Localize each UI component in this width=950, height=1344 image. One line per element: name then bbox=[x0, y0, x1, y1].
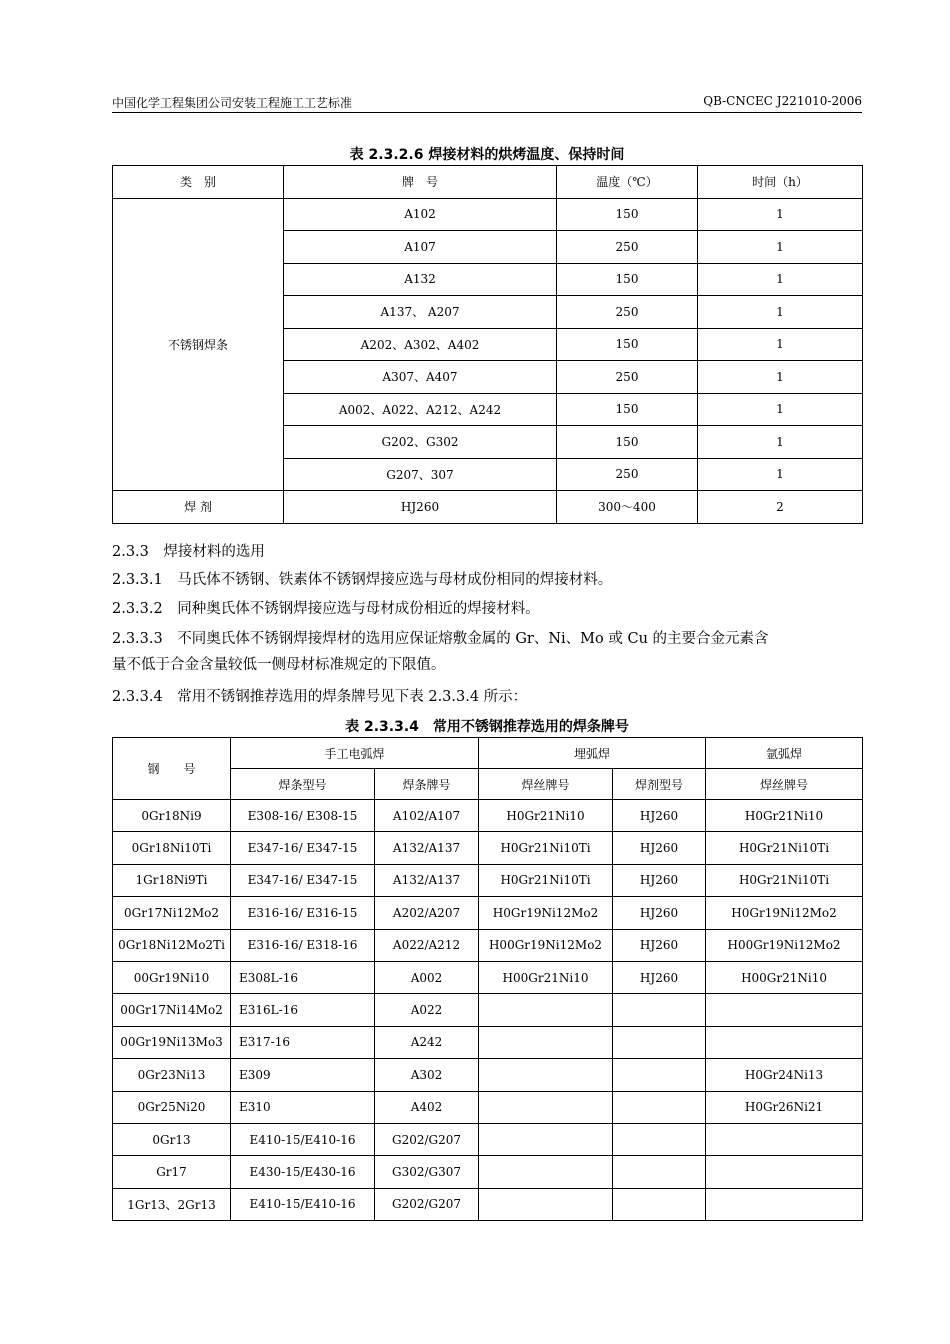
wire-grade-cell: H0Gr21Ni10Ti bbox=[479, 832, 613, 864]
steel-cell: 1Gr18Ni9Ti bbox=[113, 864, 231, 896]
steel-cell: 1Gr13、2Gr13 bbox=[113, 1188, 231, 1220]
steel-cell: 0Gr23Ni13 bbox=[113, 1059, 231, 1091]
temp-cell: 150 bbox=[557, 263, 698, 296]
baking-table bbox=[112, 165, 863, 524]
col-wire-grade: 焊丝牌号 bbox=[479, 769, 613, 800]
electrode-type-cell: E308-16/ E308-15 bbox=[231, 800, 375, 832]
wire-grade-cell bbox=[479, 1123, 613, 1155]
temp-cell: 150 bbox=[557, 198, 698, 231]
clause-text: 焊接材料的选用 bbox=[163, 544, 265, 560]
electrode-grade-cell: A242 bbox=[375, 1026, 479, 1058]
table-row bbox=[113, 1188, 863, 1220]
clause-text: 不同奥氏体不锈钢焊接焊材的选用应保证熔敷金属的 Gr、Ni、Mo 或 Cu 的主要合金元素含 bbox=[177, 631, 769, 647]
electrode-grade-cell: A132/A137 bbox=[375, 864, 479, 896]
temp-cell: 250 bbox=[557, 296, 698, 329]
wire-grade-cell: H0Gr19Ni12Mo2 bbox=[479, 897, 613, 929]
flux-type-cell bbox=[613, 994, 706, 1026]
table2-caption: 表 2.3.3.4 常用不锈钢推荐选用的焊条牌号 bbox=[345, 719, 629, 735]
table-row bbox=[113, 864, 863, 896]
electrode-grade-cell: A022/A212 bbox=[375, 929, 479, 961]
category-cell: 焊 剂 bbox=[113, 491, 284, 524]
electrode-grade-cell: A002 bbox=[375, 961, 479, 993]
steel-cell: 00Gr17Ni14Mo2 bbox=[113, 994, 231, 1026]
grade-cell: A137、 A207 bbox=[284, 296, 557, 329]
electrode-grade-cell: A202/A207 bbox=[375, 897, 479, 929]
wire-grade-cell bbox=[479, 1091, 613, 1123]
electrode-grade-cell: A302 bbox=[375, 1059, 479, 1091]
table-row bbox=[113, 198, 863, 231]
time-cell: 1 bbox=[698, 263, 863, 296]
temp-cell: 150 bbox=[557, 328, 698, 361]
paragraph bbox=[112, 684, 864, 710]
electrode-grade-cell: A402 bbox=[375, 1091, 479, 1123]
electrode-type-cell: E347-16/ E347-15 bbox=[231, 832, 375, 864]
grade-cell: G207、307 bbox=[284, 458, 557, 491]
header-title: 中国化学工程集团公司安装工程施工工艺标准 bbox=[112, 96, 353, 110]
temp-cell: 250 bbox=[557, 231, 698, 264]
wire-grade-cell: H00Gr21Ni10 bbox=[479, 961, 613, 993]
electrode-grade-cell: G302/G307 bbox=[375, 1156, 479, 1188]
electrode-grade-cell: A022 bbox=[375, 994, 479, 1026]
steel-cell: 0Gr18Ni9 bbox=[113, 800, 231, 832]
paragraph bbox=[112, 596, 864, 622]
col-temperature: 温度（℃） bbox=[557, 166, 698, 199]
tig-wire-cell: H0Gr19Ni12Mo2 bbox=[706, 897, 863, 929]
flux-type-cell bbox=[613, 1026, 706, 1058]
clause-number: 2.3.3.4 bbox=[112, 689, 163, 705]
electrode-type-cell: E430-15/E430-16 bbox=[231, 1156, 375, 1188]
clause-text: 马氏体不锈钢、铁素体不锈钢焊接应选与母材成份相同的焊接材料。 bbox=[177, 572, 613, 588]
steel-cell: 00Gr19Ni13Mo3 bbox=[113, 1026, 231, 1058]
table-header-row bbox=[113, 166, 863, 199]
electrode-type-cell: E317-16 bbox=[231, 1026, 375, 1058]
flux-type-cell: HJ260 bbox=[613, 929, 706, 961]
paragraph bbox=[112, 626, 864, 678]
time-cell: 1 bbox=[698, 458, 863, 491]
table1-caption: 表 2.3.2.6 焊接材料的烘烤温度、保持时间 bbox=[349, 147, 625, 163]
electrode-type-cell: E310 bbox=[231, 1091, 375, 1123]
tig-wire-cell: H0Gr21Ni10Ti bbox=[706, 864, 863, 896]
steel-cell: 0Gr13 bbox=[113, 1123, 231, 1155]
wire-grade-cell bbox=[479, 1059, 613, 1091]
electrode-grade-cell: A132/A137 bbox=[375, 832, 479, 864]
time-cell: 1 bbox=[698, 296, 863, 329]
flux-type-cell bbox=[613, 1059, 706, 1091]
table-row bbox=[113, 800, 863, 832]
electrode-type-cell: E347-16/ E347-15 bbox=[231, 864, 375, 896]
tig-wire-cell bbox=[706, 1156, 863, 1188]
tig-wire-cell bbox=[706, 1026, 863, 1058]
clause-text-continued: 量不低于合金含量较低一侧母材标准规定的下限值。 bbox=[112, 657, 446, 673]
col-electrode-type: 焊条型号 bbox=[231, 769, 375, 800]
grade-cell: A202、A302、A402 bbox=[284, 328, 557, 361]
time-cell: 1 bbox=[698, 198, 863, 231]
electrode-type-cell: E309 bbox=[231, 1059, 375, 1091]
electrode-type-cell: E410-15/E410-16 bbox=[231, 1123, 375, 1155]
tig-wire-cell: H0Gr21Ni10 bbox=[706, 800, 863, 832]
category-cell: 不锈钢焊条 bbox=[113, 198, 284, 491]
table-header-row bbox=[113, 738, 863, 769]
temp-cell: 150 bbox=[557, 426, 698, 459]
wire-grade-cell: H0Gr21Ni10Ti bbox=[479, 864, 613, 896]
temp-cell: 300～400 bbox=[557, 491, 698, 524]
clause-text: 同种奥氏体不锈钢焊接应选与母材成份相近的焊接材料。 bbox=[177, 601, 540, 617]
col-electrode-grade: 焊条牌号 bbox=[375, 769, 479, 800]
temp-cell: 250 bbox=[557, 361, 698, 394]
electrode-grade-cell: A102/A107 bbox=[375, 800, 479, 832]
electrode-type-cell: E316L-16 bbox=[231, 994, 375, 1026]
time-cell: 2 bbox=[698, 491, 863, 524]
wire-grade-cell bbox=[479, 1026, 613, 1058]
paragraph bbox=[112, 567, 864, 593]
table-row bbox=[113, 832, 863, 864]
flux-type-cell bbox=[613, 1156, 706, 1188]
col-smaw: 手工电弧焊 bbox=[231, 738, 479, 769]
table-row bbox=[113, 1026, 863, 1058]
tig-wire-cell bbox=[706, 1188, 863, 1220]
flux-type-cell bbox=[613, 1091, 706, 1123]
wire-grade-cell: H00Gr19Ni12Mo2 bbox=[479, 929, 613, 961]
steel-cell: 0Gr17Ni12Mo2 bbox=[113, 897, 231, 929]
table-row bbox=[113, 994, 863, 1026]
grade-cell: G202、G302 bbox=[284, 426, 557, 459]
tig-wire-cell: H0Gr24Ni13 bbox=[706, 1059, 863, 1091]
table-row bbox=[113, 961, 863, 993]
table-row bbox=[113, 491, 863, 524]
wire-grade-cell: H0Gr21Ni10 bbox=[479, 800, 613, 832]
grade-cell: A307、A407 bbox=[284, 361, 557, 394]
flux-type-cell: HJ260 bbox=[613, 832, 706, 864]
table-row bbox=[113, 1059, 863, 1091]
time-cell: 1 bbox=[698, 328, 863, 361]
steel-cell: 00Gr19Ni10 bbox=[113, 961, 231, 993]
grade-cell: A102 bbox=[284, 198, 557, 231]
col-steel: 钢 号 bbox=[113, 738, 231, 800]
tig-wire-cell: H00Gr19Ni12Mo2 bbox=[706, 929, 863, 961]
flux-type-cell: HJ260 bbox=[613, 800, 706, 832]
clause-number: 2.3.3.3 bbox=[112, 631, 163, 647]
wire-grade-cell bbox=[479, 1188, 613, 1220]
table-row bbox=[113, 1091, 863, 1123]
clause-number: 2.3.3 bbox=[112, 544, 149, 560]
col-tig: 氩弧焊 bbox=[706, 738, 863, 769]
electrode-type-cell: E410-15/E410-16 bbox=[231, 1188, 375, 1220]
wire-grade-cell bbox=[479, 1156, 613, 1188]
grade-cell: A107 bbox=[284, 231, 557, 264]
flux-type-cell bbox=[613, 1188, 706, 1220]
page-header bbox=[112, 92, 862, 113]
electrode-type-cell: E308L-16 bbox=[231, 961, 375, 993]
steel-cell: 0Gr18Ni12Mo2Ti bbox=[113, 929, 231, 961]
time-cell: 1 bbox=[698, 361, 863, 394]
col-grade: 牌 号 bbox=[284, 166, 557, 199]
tig-wire-cell: H00Gr21Ni10 bbox=[706, 961, 863, 993]
table-row bbox=[113, 1156, 863, 1188]
time-cell: 1 bbox=[698, 426, 863, 459]
col-category: 类 别 bbox=[113, 166, 284, 199]
time-cell: 1 bbox=[698, 393, 863, 426]
clause-number: 2.3.3.1 bbox=[112, 572, 163, 588]
clause-number: 2.3.3.2 bbox=[112, 601, 163, 617]
grade-cell: HJ260 bbox=[284, 491, 557, 524]
electrode-table bbox=[112, 737, 863, 1221]
grade-cell: A002、A022、A212、A242 bbox=[284, 393, 557, 426]
col-flux-type: 焊剂型号 bbox=[613, 769, 706, 800]
tig-wire-cell bbox=[706, 994, 863, 1026]
electrode-grade-cell: G202/G207 bbox=[375, 1123, 479, 1155]
electrode-type-cell: E316-16/ E318-16 bbox=[231, 929, 375, 961]
temp-cell: 250 bbox=[557, 458, 698, 491]
grade-cell: A132 bbox=[284, 263, 557, 296]
flux-type-cell bbox=[613, 1123, 706, 1155]
electrode-type-cell: E316-16/ E316-15 bbox=[231, 897, 375, 929]
col-time: 时间（h） bbox=[698, 166, 863, 199]
col-tig-wire: 焊丝牌号 bbox=[706, 769, 863, 800]
flux-type-cell: HJ260 bbox=[613, 864, 706, 896]
steel-cell: Gr17 bbox=[113, 1156, 231, 1188]
tig-wire-cell bbox=[706, 1123, 863, 1155]
flux-type-cell: HJ260 bbox=[613, 961, 706, 993]
col-saw: 埋弧焊 bbox=[479, 738, 706, 769]
steel-cell: 0Gr25Ni20 bbox=[113, 1091, 231, 1123]
electrode-grade-cell: G202/G207 bbox=[375, 1188, 479, 1220]
table-row bbox=[113, 897, 863, 929]
time-cell: 1 bbox=[698, 231, 863, 264]
table-row bbox=[113, 1123, 863, 1155]
header-doc-number: QB-CNCEC J221010-2006 bbox=[703, 94, 862, 108]
tig-wire-cell: H0Gr26Ni21 bbox=[706, 1091, 863, 1123]
temp-cell: 150 bbox=[557, 393, 698, 426]
paragraph bbox=[112, 539, 864, 565]
flux-type-cell: HJ260 bbox=[613, 897, 706, 929]
wire-grade-cell bbox=[479, 994, 613, 1026]
clause-text: 常用不锈钢推荐选用的焊条牌号见下表 2.3.3.4 所示： bbox=[177, 689, 528, 705]
table-row bbox=[113, 929, 863, 961]
tig-wire-cell: H0Gr21Ni10Ti bbox=[706, 832, 863, 864]
steel-cell: 0Gr18Ni10Ti bbox=[113, 832, 231, 864]
